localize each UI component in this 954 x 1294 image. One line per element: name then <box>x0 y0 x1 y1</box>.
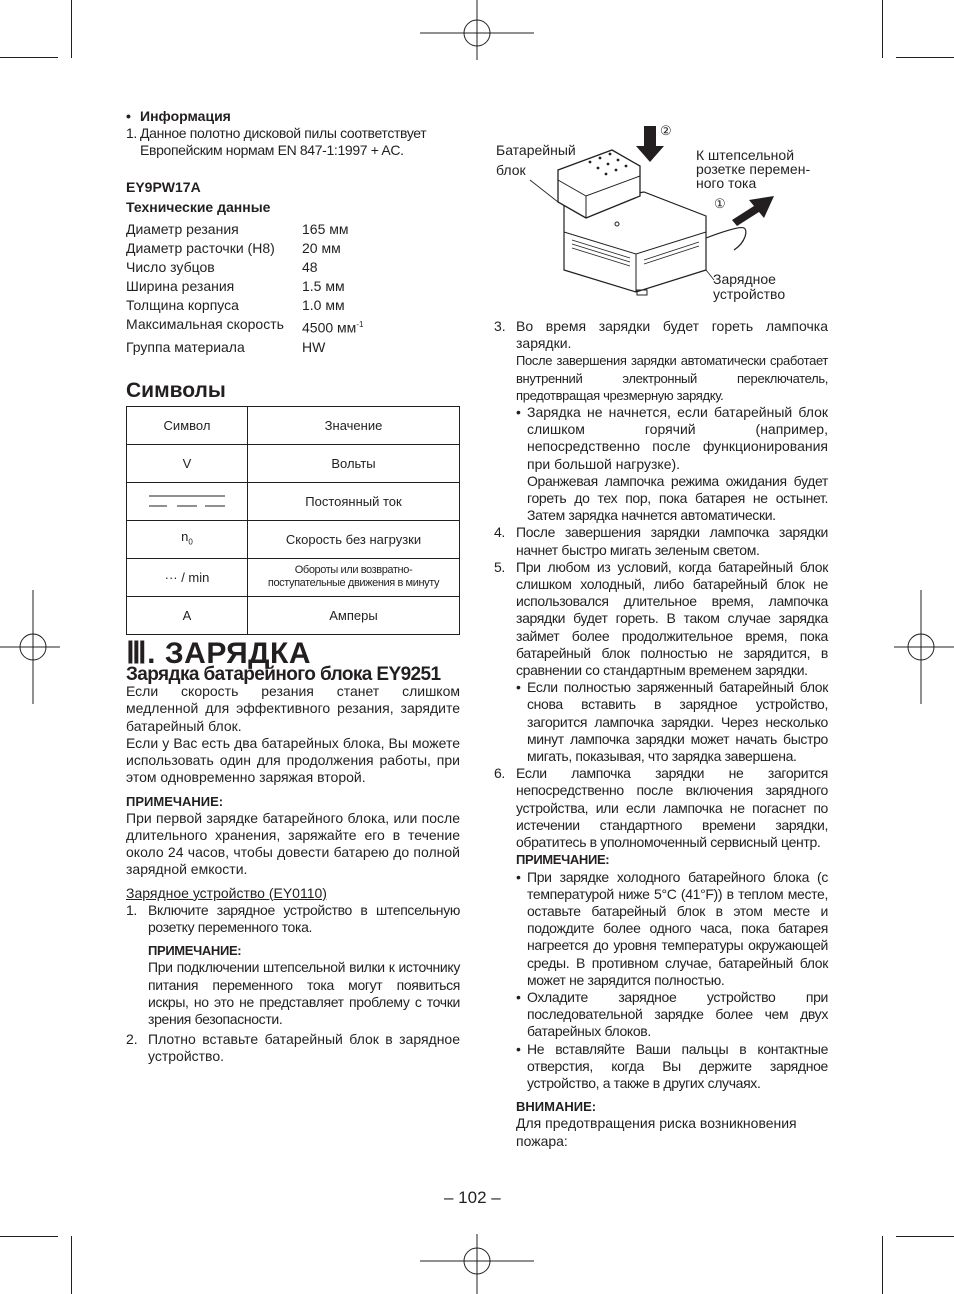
meaning-volt: Вольты <box>248 444 460 482</box>
step-4: 4. После завершения зарядки лампочка зарядки начнет быстро мигать зеленым светом. <box>494 524 828 558</box>
note-text: При первой зарядке батарейного блока, или после длительного хранения, заряжайте его в течение около 24 часов, чтобы довести батарею до полной зарядной емкости. <box>126 809 460 878</box>
warning-block <box>494 1098 828 1150</box>
charging-subheading: Зарядка батарейного блока EY9251 <box>126 664 441 686</box>
spec-value: 1.0 мм <box>302 297 345 314</box>
step-3: 3. Во время зарядки будет гореть лампочка зарядки. После завершения зарядки автоматически сработает внутренний электронный переключатель, предотвращая чрезмерную зарядку. • Зарядка не начнется, если батарейный блок слишком горячий (например, непосредственно после функционирования при большой нагрузке). Оранжевая лампочка режима ожидания будет гореть до тех пор, пока батарея не остынет. Затем зарядка начнется автоматически. <box>494 318 828 524</box>
spec-row <box>126 258 363 277</box>
spec-row <box>126 315 363 338</box>
meaning-ampere: Амперы <box>248 596 460 634</box>
symbol-dc <box>127 482 248 520</box>
left-column <box>126 108 460 1066</box>
page-number: – 102 – <box>444 1188 501 1207</box>
registration-target-top <box>420 0 534 66</box>
spec-value: 20 мм <box>302 240 341 257</box>
spec-label: Диаметр расточки (H8) <box>126 240 275 257</box>
symbols-header-symbol: Символ <box>127 406 248 444</box>
charger-model-link: Зарядное устройство (EY0110) <box>126 884 327 901</box>
spec-value: HW <box>302 338 326 355</box>
symbols-heading: Символы <box>126 378 226 402</box>
note-label: ПРИМЕЧАНИЕ: <box>126 793 224 809</box>
specs-heading: Технические данные <box>126 198 271 215</box>
symbol-per-minute: ··· / min <box>127 558 248 596</box>
step-6-bullet-1: • При зарядке холодного батарейного блока (с температурой ниже 5°C (41°F)) в теплом месте, оставьте батарейный блок в этом месте и подождите более одного часа, пока батарея нагреется до уровня температуры окружающей среды. В противном случае, батарейный блок может не зарядится полностью. <box>516 868 828 988</box>
step-5: 5. При любом из условий, когда батарейный блок слишком холодный, либо батарейный блок не использовался длительное время, лампочка зарядки будет гореть. В таком случае зарядка займет более продолжительное время, пока батарейный блок полностью не зарядится, в сравнении со стандартным временем зарядки. • Если полностью заряженный батарейный блок снова вставить в зарядное устройство, загорится лампочка зарядки. Через несколько минут лампочка зарядки может начать быстро мигать, показывая, что зарядка завершена. <box>494 558 828 765</box>
registration-target-left <box>0 590 66 704</box>
warning-text: Для предотвращения риска возникновения пожара: <box>516 1115 797 1149</box>
spec-row <box>126 296 363 315</box>
info-heading-line: • Информация <box>126 108 231 124</box>
step-6-bullet-3: • Не вставляйте Ваши пальцы в контактные отверстия, когда Вы держите зарядное устройство, а также в других случаях. <box>516 1040 828 1091</box>
specs-table <box>126 220 363 357</box>
info-item: 1. Данное полотно дисковой пилы соответствует Европейским нормам EN 847-1:1997 + AC. <box>126 125 427 159</box>
spec-label: Диаметр резания <box>126 221 239 238</box>
step-6-bullet-2: • Охладите зарядное устройство при последовательной зарядке более чем двух батарейных блоков. <box>516 988 828 1040</box>
label-charger: Зарядное устройство <box>713 271 786 302</box>
step-6: 6. Если лампочка зарядки не загорится непосредственно после включения зарядного устройства, или если лампочка не погаснет по истечении стандартного времени зарядки, обратитесь в уполномоченный сервисный центр. ПРИМЕЧАНИЕ: • При зарядке холодного батарейного блока (с температурой ниже 5°C (41°F)) в теплом месте, оставьте батарейный блок в этом месте и подождите более одного часа, пока батарея нагреется до уровня температуры окружающей среды. В противном случае, батарейный блок может не зарядится полностью. • Охладите зарядное устройство при последовательной зарядке более чем двух батарейных блоков. • Не вставляйте Ваши пальцы в контактные отверстия, когда Вы держите зарядное устройство, а также в других случаях. <box>494 765 828 1091</box>
spec-value: 48 <box>302 259 318 276</box>
spec-label: Ширина резания <box>126 278 235 295</box>
step-3-bullet: • Зарядка не начнется, если батарейный блок слишком горячий (например, непосредственно после функционирования при большой нагрузке). Оранжевая лампочка режима ожидания будет гореть до тех пор, пока батарея не остынет. Затем зарядка начнется автоматически. <box>516 404 828 524</box>
model-number: EY9PW17A <box>126 178 201 195</box>
meaning-per-minute: Обороты или возвратно-поступательные движения в минуту <box>248 558 460 596</box>
spec-row <box>126 338 363 357</box>
intro-paragraph-1: Если скорость резания станет слишком медленной для эффективного резания, зарядите батарейный блок. <box>126 683 460 734</box>
label-circle-1: ① <box>714 196 726 211</box>
spec-value: 4500 $мм^{-1}$ <box>302 319 364 336</box>
symbol-volt: V <box>127 444 248 482</box>
label-battery: Батарейный блок <box>496 142 576 178</box>
chapter-heading: Ⅲ. ЗАРЯДКА <box>126 636 311 670</box>
intro-paragraph-2: Если у Вас есть два батарейных блока, Вы можете использовать один для продолжения работы, при этом одновременно заряжая второй. <box>126 734 460 786</box>
spec-row <box>126 239 363 258</box>
spec-label: Число зубцов <box>126 259 215 276</box>
registration-target-right <box>888 590 954 704</box>
registration-target-bottom <box>420 1228 534 1294</box>
right-column <box>494 318 828 1150</box>
spec-value: 1.5 мм <box>302 278 345 295</box>
step-5-bullet: • Если полностью заряженный батарейный блок снова вставить в зарядное устройство, загорится лампочка зарядки. Через несколько минут лампочка зарядки может начать быстро мигать, показывая, что зарядка завершена. <box>516 679 828 765</box>
symbol-ampere: A <box>127 596 248 634</box>
left-step-1: 1. Включите зарядное устройство в штепсельную розетку переменного тока. ПРИМЕЧАНИЕ: При подключении штепсельной вилки к источнику питания переменного тока могут появиться искры, но это не представляет проблему с точки зрения безопасности. <box>126 901 460 1027</box>
meaning-dc: Постоянный ток <box>248 482 460 520</box>
spec-row <box>126 220 363 239</box>
spec-label: Толщина корпуса <box>126 297 239 314</box>
spec-row <box>126 277 363 296</box>
charger-figure <box>494 120 830 306</box>
spec-value: 165 мм <box>302 221 349 238</box>
symbols-header-meaning: Значение <box>248 406 460 444</box>
label-circle-2: ② <box>660 123 672 138</box>
symbol-no-load-speed: $n_0$ <box>127 520 248 558</box>
left-step-2: 2. Плотно вставьте батарейный блок в зарядное устройство. <box>126 1031 460 1065</box>
warning-label: ВНИМАНИЕ: <box>516 1099 597 1115</box>
meaning-no-load-speed: Скорость без нагрузки <box>248 520 460 558</box>
spec-label: Максимальная скорость <box>126 316 284 333</box>
spec-label: Группа материала <box>126 338 245 355</box>
direct-current-icon <box>147 491 227 511</box>
info-heading: Информация <box>140 108 231 124</box>
symbols-table <box>126 406 460 635</box>
label-outlet: К штепсельной розетке перемен- ного тока <box>696 147 811 191</box>
